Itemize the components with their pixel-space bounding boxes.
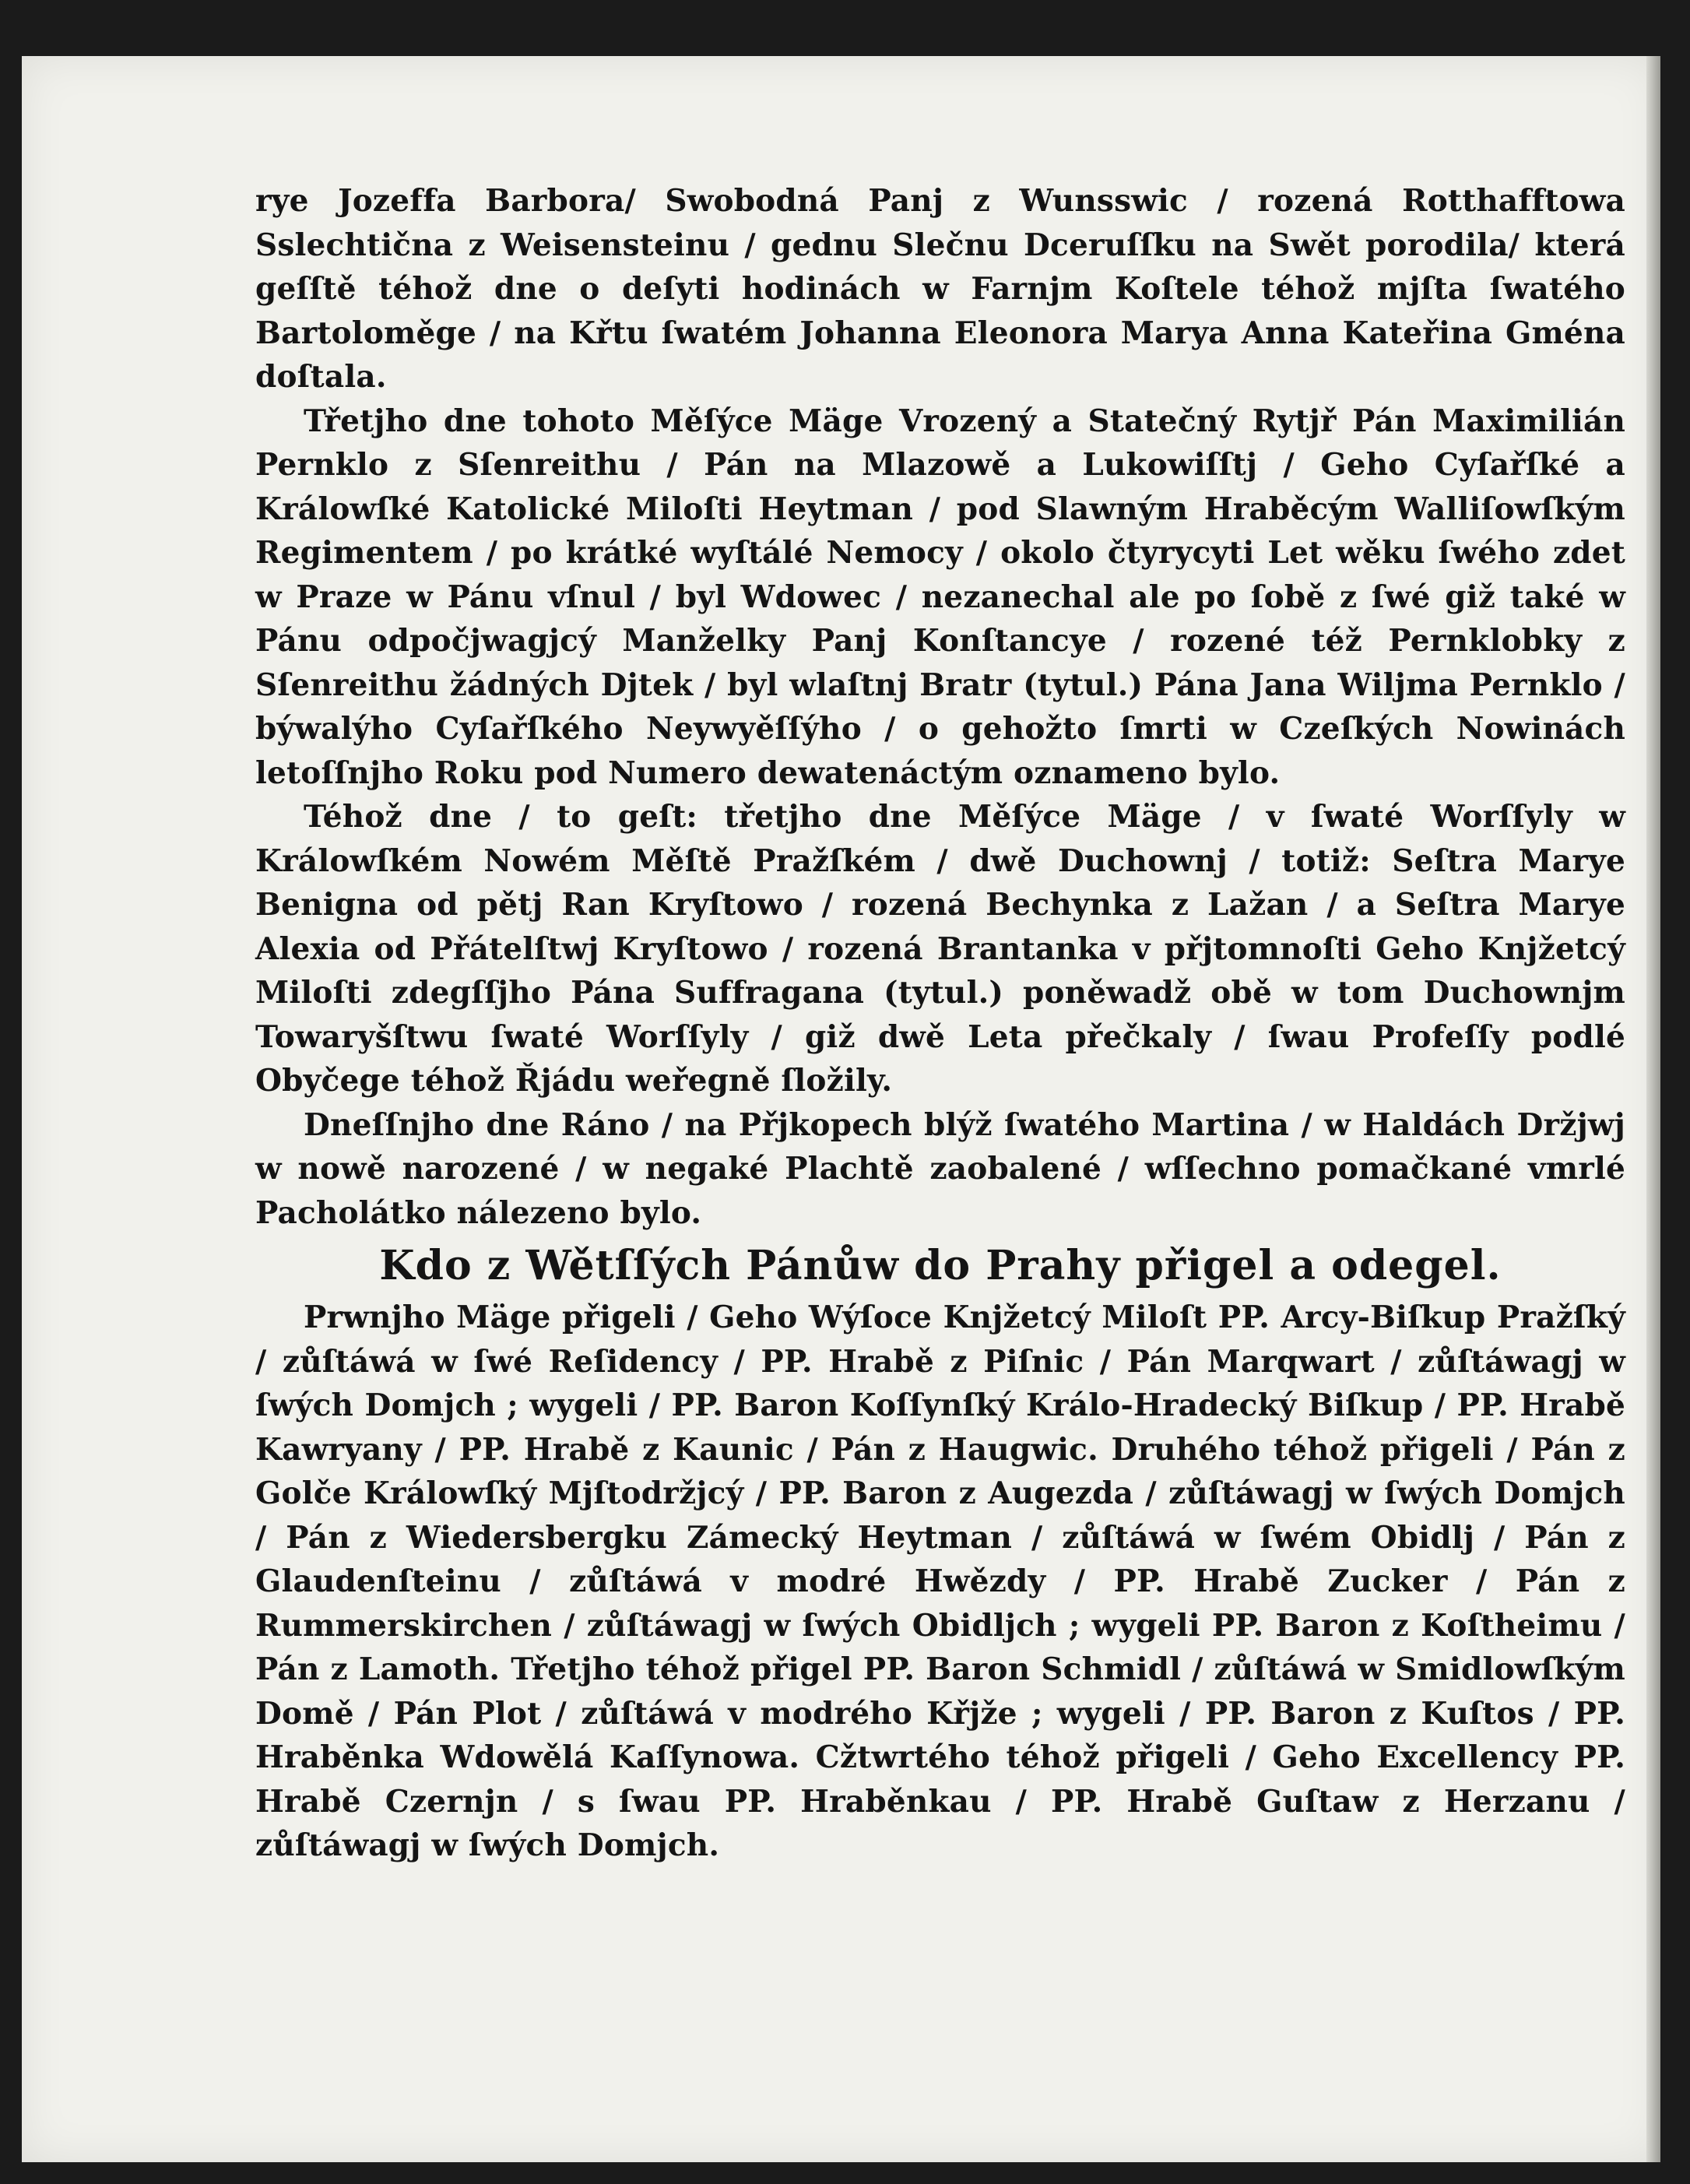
paragraph-death-notice: Třetjho dne tohoto Měſýce Mäge Vrozený a Statečný Rytjř Pán Maximilián Pernklo z Sſenreithu / Pán na Mlazowě a Lukowiſſtj / Geho Cyſařſké a Králowſké Katolické Miloſti Heytman / pod Slawným Hraběcým Walliſowſkým Regimentem / po krátké wyſtálé Nemocy / okolo čtyrycyti Let wěku ſwého zdet w Praze w Pánu vſnul / byl Wdowec / nezanechal ale po ſobě z ſwé giž také w Pánu odpočjwagjcý Manželky Panj Konſtancye / rozené též Pernklobky z Sſenreithu žádných Djtek / byl wlaſtnj Bratr (tytul.) Pána Jana Wiljma Pernklo / býwalýho Cyſařſkého Neywyěſſýho / o gehožto ſmrti w Czeſkých Nowinách letoſſnjho Roku pod Numero dewatenáctým oznameno bylo. [255, 403, 1625, 791]
paragraph-profession: Téhož dne / to geſt: třetjho dne Měſýce Mäge / v ſwaté Worſſyly w Králowſkém Nowém Měſtě Pražſkém / dwě Duchownj / totiž: Seſtra Marye Benigna od pětj Ran Kryſtowo / rozená Bechynka z Lažan / a Seſtra Marye Alexia od Přátelſtwj Kryſtowo / rozená Brantanka v přjtomnoſti Geho Knjžetcý Miloſti zdegſſjho Pána Suffragana (tytul.) poněwadž obě w tom Duchownjm Towaryšſtwu ſwaté Worſſyly / giž dwě Leta přečkaly / ſwau Profeſſy podlé Obyčege téhož Řjádu weřegně ſložily. [255, 799, 1625, 1099]
text-block [255, 179, 1625, 1868]
paragraph-arrivals: Prwnjho Mäge přigeli / Geho Wýſoce Knjžetcý Miloſt PP. Arcy-Biſkup Pražſký / zůſtáwá w ſwé Reſidency / PP. Hrabě z Piſnic / Pán Marqwart / zůſtáwagj w ſwých Domjch ; wygeli / PP. Baron Koſſynſký Králo-Hradecký Biſkup / PP. Hrabě Kawryany / PP. Hrabě z Kaunic / Pán z Haugwic. Druhého téhož přigeli / Pán z Golče Králowſký Mjſtodržjcý / PP. Baron z Augezda / zůſtáwagj w ſwých Domjch / Pán z Wiedersbergku Zámecký Heytman / zůſtáwá w ſwém Obidlj / Pán z Glaudenſteinu / zůſtáwá v modré Hwězdy / PP. Hrabě Zucker / Pán z Rummerskirchen / zůſtáwagj w ſwých Obidljch ; wygeli PP. Baron z Koſtheimu / Pán z Lamoth. Třetjho téhož přigel PP. Baron Schmidl / zůſtáwá w Smidlowſkým Domě / Pán Plot / zůſtáwá v modrého Křjže ; wygeli / PP. Baron z Kuſtos / PP. Hraběnka Wdowělá Kaſſynowa. Cžtwrtého téhož přigeli / Geho Excellency PP. Hrabě Czernjn / s ſwau PP. Hraběnkau / PP. Hrabě Guſtaw z Herzanu / zůſtáwagj w ſwých Domjch. [255, 1299, 1625, 1863]
page-edge [1646, 56, 1660, 2162]
paragraph-foundling: Dneſſnjho dne Ráno / na Přjkopech blýž ſwatého Martina / w Haldách Držjwj w nowě narozené / w negaké Plachtě zaobalené / wſſechno pomačkané vmrlé Pacholátko nálezeno bylo. [255, 1106, 1625, 1231]
paragraph-birth-announcement: rye Jozeffa Barbora/ Swobodná Panj z Wunsswic / rozená Rotthafftowa Sslechtična z Weisensteinu / gednu Slečnu Dceruſſku na Swět porodila/ která geſſtě téhož dne o deſyti hodinách w Farnjm Koſtele téhož mjſta ſwatého Bartoloměge / na Křtu ſwatém Johanna Eleonora Marya Anna Kateřina Gména doſtala. [255, 183, 1625, 395]
section-heading: Kdo z Wětſſých Pánůw do Prahy přigel a odegel. [379, 1242, 1502, 1289]
document-page [22, 56, 1660, 2162]
